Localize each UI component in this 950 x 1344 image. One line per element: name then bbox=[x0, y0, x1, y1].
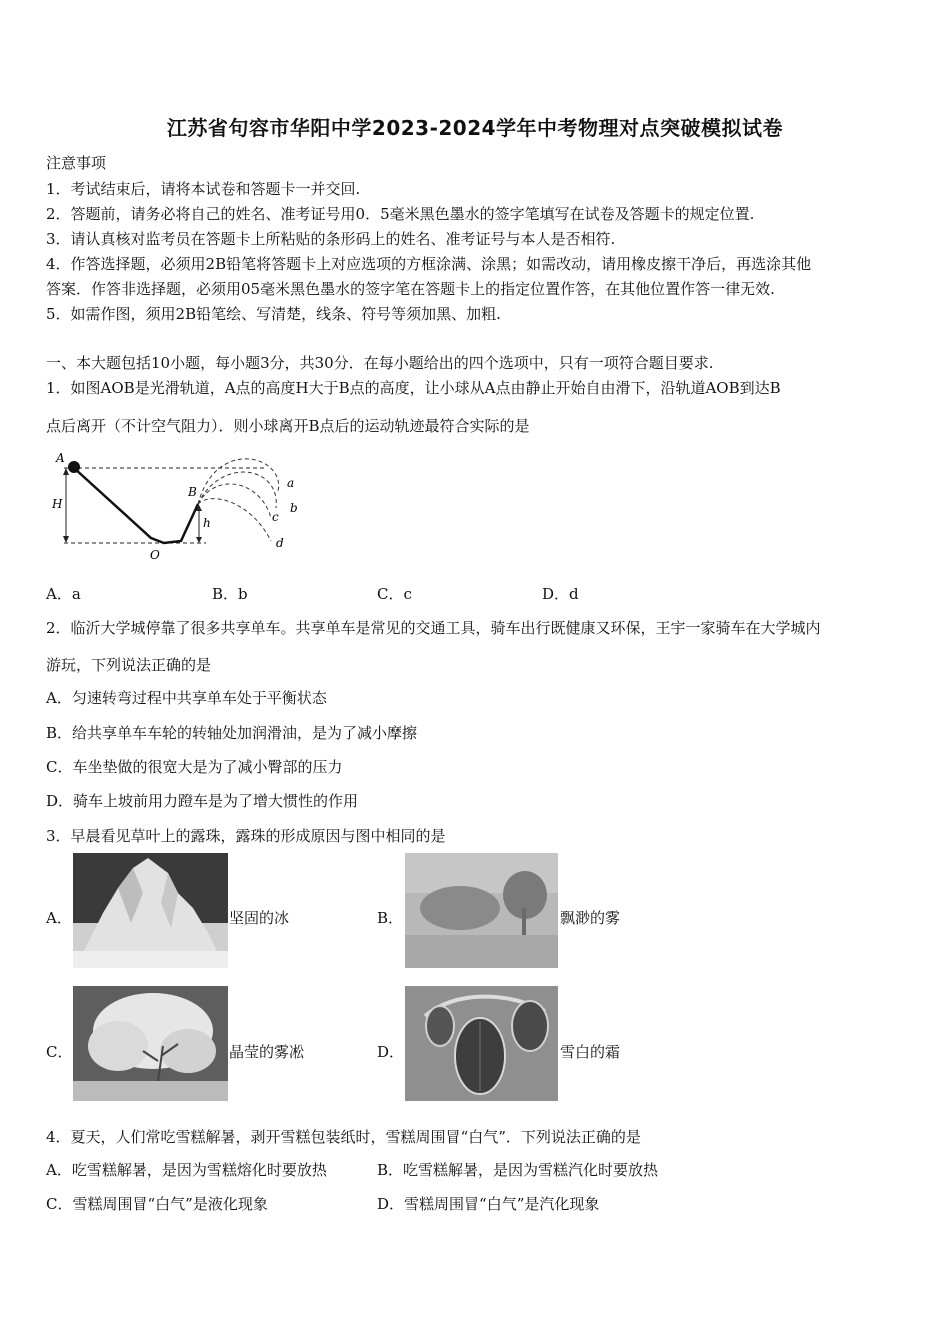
label-traj-b: b bbox=[290, 501, 298, 515]
label-traj-d: d bbox=[276, 536, 284, 550]
section-heading: 一、本大题包括10小题，每小题3分，共30分．在每小题给出的四个选项中，只有一项符合题目要求. bbox=[46, 354, 714, 372]
q3-option-d-caption: 雪白的霜 bbox=[560, 1043, 621, 1061]
label-b-point: B bbox=[188, 485, 197, 499]
q4-stem: 4．夏天，人们常吃雪糕解暑，剥开雪糕包装纸时，雪糕周围冒“白气”．下列说法正确的是 bbox=[46, 1128, 641, 1146]
q4-option-a: A．吃雪糕解暑，是因为雪糕熔化时要放热 bbox=[46, 1161, 327, 1179]
notice-item: 答案．作答非选择题，必须用05毫米黑色墨水的签字笔在答题卡上的指定位置作答，在其他位置作答一律无效. bbox=[46, 280, 775, 298]
q3-option-c-caption: 晶莹的雾凇 bbox=[229, 1043, 305, 1061]
q3-option-b-caption: 飘渺的雾 bbox=[560, 909, 621, 927]
q2-option-c: C．车坐垫做的很宽大是为了减小臀部的压力 bbox=[46, 758, 343, 776]
track-diagram bbox=[46, 446, 314, 566]
q4-option-d: D．雪糕周围冒“白气”是汽化现象 bbox=[377, 1195, 600, 1213]
label-h-height: H bbox=[52, 497, 63, 511]
q4-option-c: C．雪糕周围冒“白气”是液化现象 bbox=[46, 1195, 268, 1213]
page-title: 江苏省句容市华阳中学2023-2024学年中考物理对点突破模拟试卷 bbox=[166, 116, 784, 140]
q3-option-c-letter: C． bbox=[46, 1043, 73, 1061]
q2-option-a: A．匀速转弯过程中共享单车处于平衡状态 bbox=[46, 689, 327, 707]
q2-stem-cont: 游玩，下列说法正确的是 bbox=[46, 656, 212, 674]
notice-item: 4．作答选择题，必须用2B铅笔将答题卡上对应选项的方框涂满、涂黑；如需改动，请用橡皮擦干净后，再选涂其他 bbox=[46, 255, 812, 273]
q3-option-a-caption: 坚固的冰 bbox=[229, 909, 290, 927]
q1-option-b: B．b bbox=[212, 585, 248, 603]
label-traj-a: a bbox=[287, 476, 295, 490]
frost-photo bbox=[405, 986, 558, 1101]
q4-option-b: B．吃雪糕解暑，是因为雪糕汽化时要放热 bbox=[377, 1161, 659, 1179]
notice-item: 2．答题前，请务必将自己的姓名、准考证号用0．5毫米黑色墨水的签字笔填写在试卷及答题卡的规定位置. bbox=[46, 205, 755, 223]
q1-option-c: C．c bbox=[377, 585, 412, 603]
q1-stem-cont: 点后离开（不计空气阻力）．则小球离开B点后的运动轨迹最符合实际的是 bbox=[46, 417, 530, 435]
q2-option-d: D．骑车上坡前用力蹬车是为了增大惯性的作用 bbox=[46, 792, 359, 810]
q2-option-b: B．给共享单车车轮的转轴处加润滑油，是为了减小摩擦 bbox=[46, 724, 418, 742]
q3-stem: 3．早晨看见草叶上的露珠，露珠的形成原因与图中相同的是 bbox=[46, 827, 446, 845]
notice-item: 5．如需作图，须用2B铅笔绘、写清楚，线条、符号等须加黑、加粗. bbox=[46, 305, 501, 323]
fog-photo bbox=[405, 853, 558, 968]
notice-heading: 注意事项 bbox=[46, 154, 107, 172]
ice-photo bbox=[73, 853, 228, 968]
q1-option-d: D．d bbox=[542, 585, 579, 603]
notice-item: 1．考试结束后，请将本试卷和答题卡一并交回. bbox=[46, 180, 361, 198]
q3-option-b-letter: B． bbox=[377, 909, 404, 927]
q1-stem: 1．如图AOB是光滑轨道，A点的高度H大于B点的高度，让小球从A点由静止开始自由滑下，沿轨道AOB到达B bbox=[46, 379, 781, 397]
q2-stem: 2．临沂大学城停靠了很多共享单车。共享单车是常见的交通工具，骑车出行既健康又环保，王宇一家骑车在大学城内 bbox=[46, 619, 821, 637]
notice-item: 3．请认真核对监考员在答题卡上所粘贴的条形码上的姓名、准考证号与本人是否相符. bbox=[46, 230, 616, 248]
label-traj-c: c bbox=[272, 510, 279, 524]
q3-option-d-letter: D． bbox=[377, 1043, 405, 1061]
label-o-point: O bbox=[150, 548, 160, 562]
rime-photo bbox=[73, 986, 228, 1101]
q3-option-a-letter: A． bbox=[46, 909, 72, 927]
label-small-h: h bbox=[203, 516, 211, 530]
q1-option-a: A．a bbox=[46, 585, 81, 603]
ball-icon bbox=[68, 461, 80, 473]
label-a-point: A bbox=[56, 451, 65, 465]
